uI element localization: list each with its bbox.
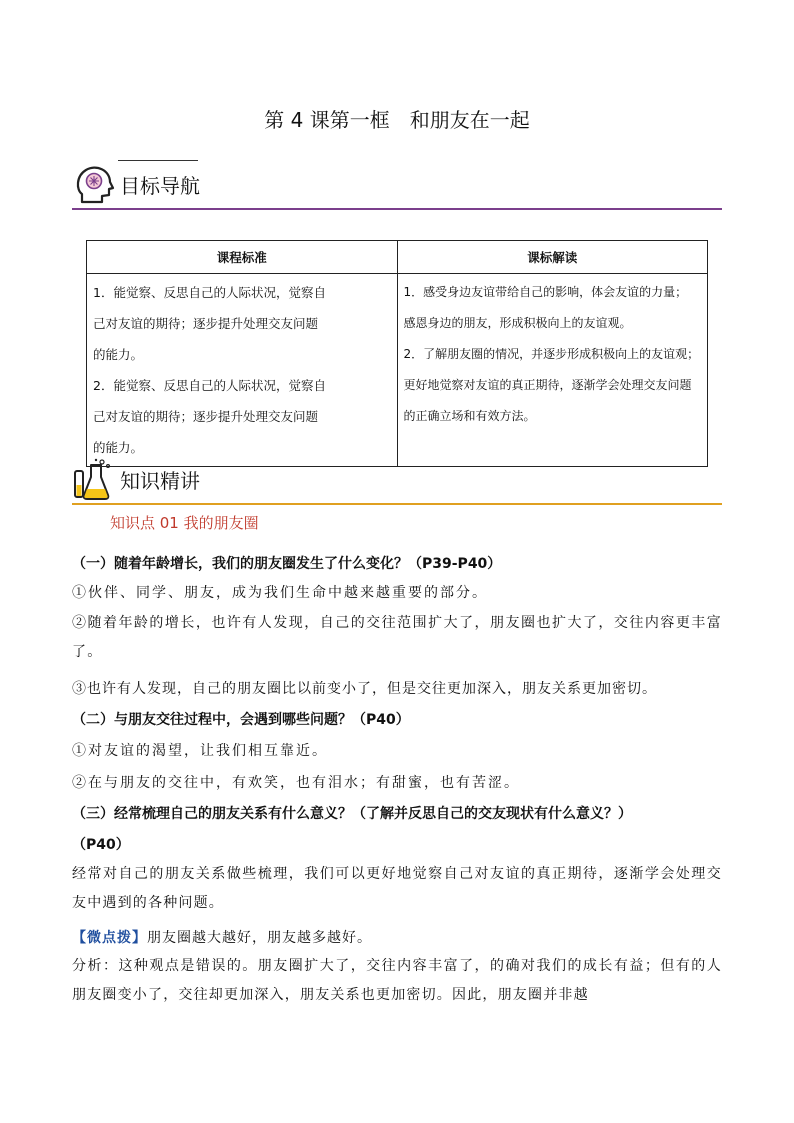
question-2: （二）与朋友交往过程中，会遇到哪些问题？（P40） — [72, 712, 410, 728]
cell-line: 感恩身边的朋友，形成积极向上的友谊观。 — [403, 316, 632, 330]
cell-line: 己对友谊的期待；逐步提升处理交友问题 — [93, 409, 319, 424]
answer-line: ③也许有人发现，自己的朋友圈比以前变小了，但是交往更加深入，朋友关系更加密切。 — [72, 681, 657, 697]
table-cell-standard — [87, 274, 398, 467]
cell-line: 1．感受身边友谊带给自己的影响，体会友谊的力量； — [403, 285, 688, 299]
cell-line: 的正确立场和有效方法。 — [403, 409, 536, 423]
cell-line: 的能力。 — [93, 440, 144, 455]
question-1: （一）随着年龄增长，我们的朋友圈发生了什么变化？（P39-P40） — [72, 556, 502, 572]
question-3-page: （P40） — [72, 837, 130, 853]
table-header-standard: 课程标准 — [87, 241, 398, 274]
cell-line: 更好地觉察对友谊的真正期待，逐渐学会处理交友问题 — [403, 378, 692, 392]
cell-line: 的能力。 — [93, 347, 144, 362]
answer-line: ②在与朋友的交往中，有欢笑，也有泪水；有甜蜜，也有苦涩。 — [72, 775, 520, 791]
section-rule — [72, 208, 722, 210]
answer-paragraph: ②随着年龄的增长，也许有人发现，自己的交往范围扩大了，朋友圈也扩大了，交往内容更丰富了。 — [72, 615, 722, 660]
table-header-interpretation: 课标解读 — [397, 241, 708, 274]
cell-line: 2．了解朋友圈的情况，并逐步形成积极向上的友谊观； — [403, 347, 700, 361]
brain-head-icon — [72, 162, 116, 206]
section-header-nav — [72, 160, 722, 210]
tip-tag: 【微点拨】 — [72, 930, 147, 946]
knowledge-point-heading: 知识点 01 我的朋友圈 — [110, 514, 259, 532]
page-title: 第 4 课第一框 和朋友在一起 — [264, 108, 530, 132]
section-title-knowledge: 知识精讲 — [120, 469, 200, 493]
lab-flask-icon — [72, 457, 116, 501]
question-3: （三）经常梳理自己的朋友关系有什么意义？（了解并反思自己的交友现状有什么意义？） — [72, 806, 632, 822]
section-header-knowledge — [72, 455, 722, 505]
section-rule — [72, 503, 722, 505]
answer-line: ①伙伴、同学、朋友，成为我们生命中越来越重要的部分。 — [72, 585, 488, 601]
tip-line — [72, 927, 722, 947]
answer-paragraph: 经常对自己的朋友关系做些梳理，我们可以更好地觉察自己对友谊的真正期待，逐渐学会处理交友中遇到的各种问题。 — [72, 866, 722, 911]
cell-line: 己对友谊的期待；逐步提升处理交友问题 — [93, 316, 319, 331]
cell-line: 2．能觉察、反思自己的人际状况，觉察自 — [93, 378, 326, 393]
table-cell-interpretation — [397, 274, 708, 467]
header-top-line — [118, 160, 198, 161]
analysis-paragraph: 分析：这种观点是错误的。朋友圈扩大了，交往内容丰富了，的确对我们的成长有益；但有的人朋友圈变小了，交往却更加深入，朋友关系也更加密切。因此，朋友圈并非越 — [72, 958, 722, 1003]
answer-line: ①对友谊的渴望，让我们相互靠近。 — [72, 743, 328, 759]
curriculum-table — [86, 240, 708, 467]
tip-text: 朋友圈越大越好，朋友越多越好。 — [147, 930, 372, 946]
section-title-nav: 目标导航 — [120, 174, 200, 198]
cell-line: 1．能觉察、反思自己的人际状况，觉察自 — [93, 285, 326, 300]
